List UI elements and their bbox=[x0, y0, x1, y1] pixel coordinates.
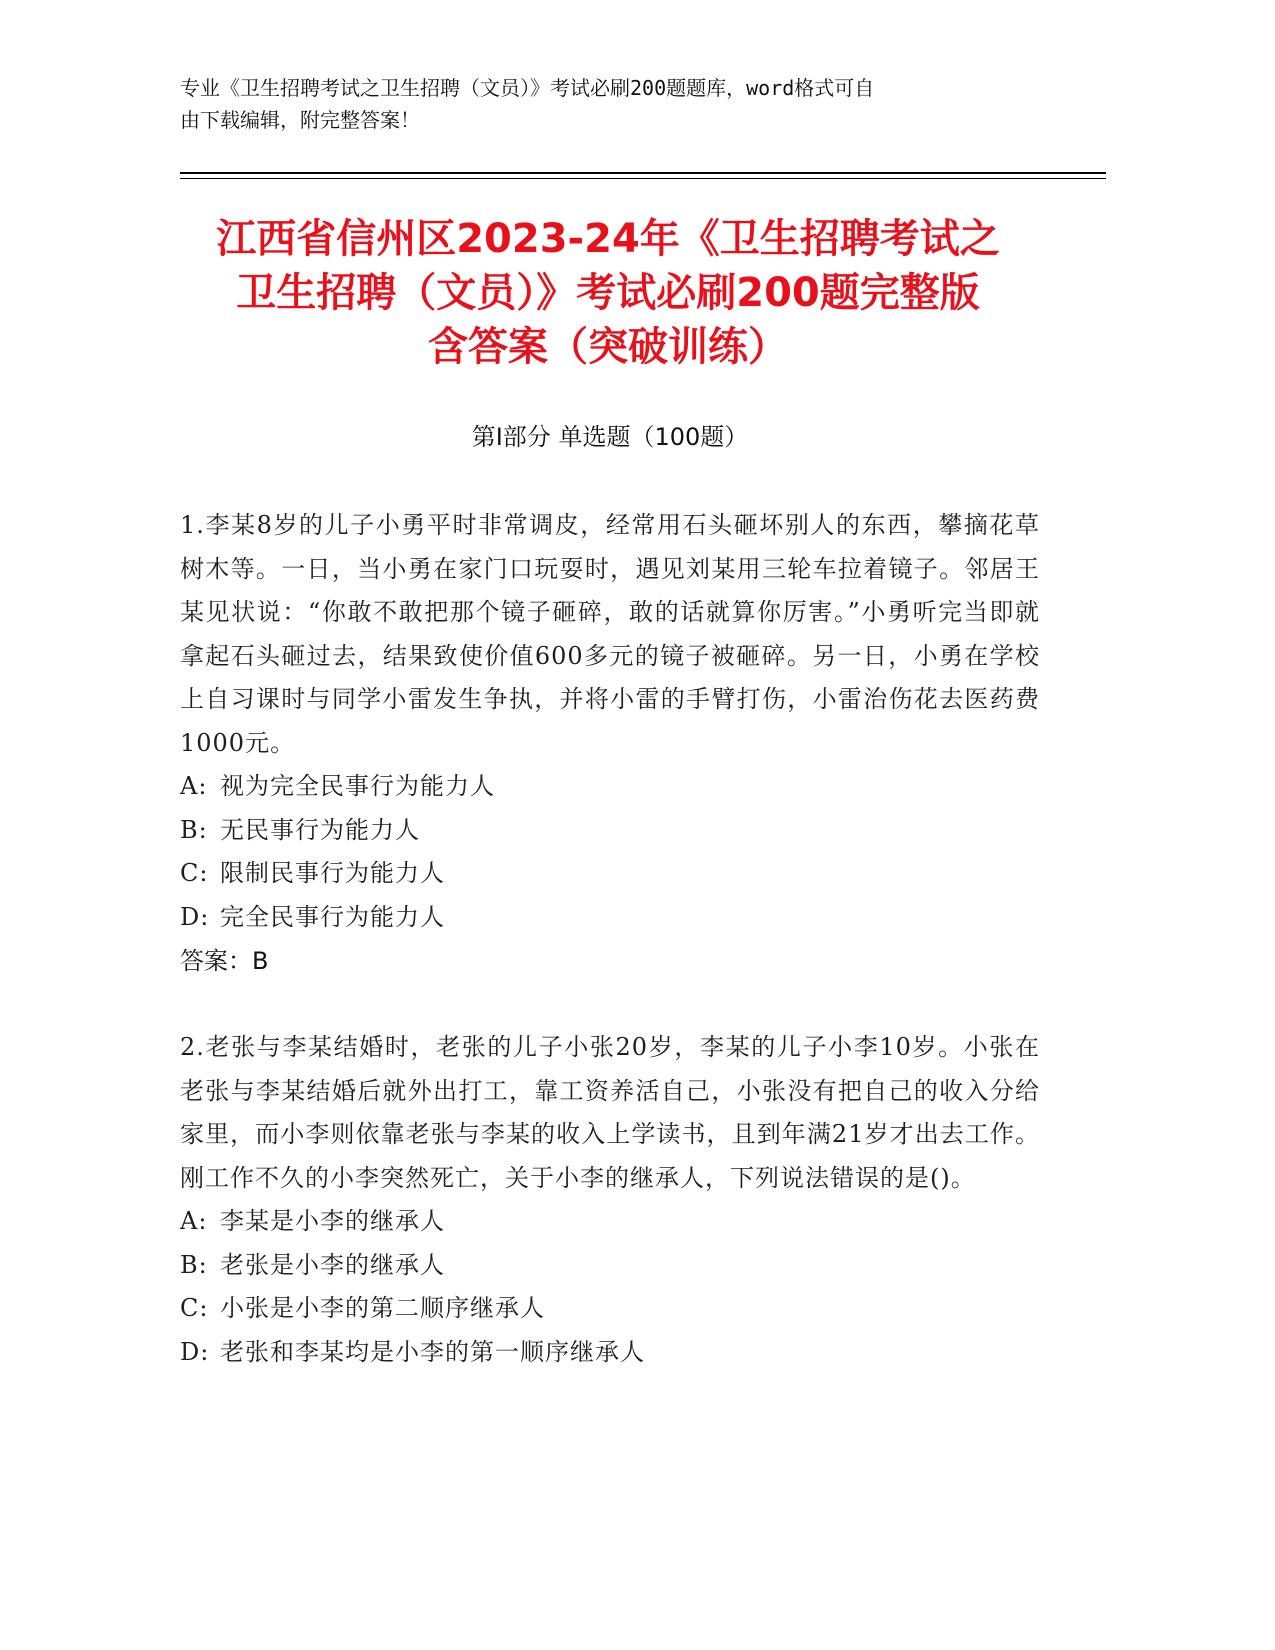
option-a bbox=[180, 1200, 1040, 1244]
header-divider-thick bbox=[180, 172, 1106, 174]
option-letter: D: bbox=[180, 1337, 210, 1366]
answer-key: 答案：B bbox=[180, 947, 269, 975]
option-text: 小张是小李的第二顺序继承人 bbox=[220, 1294, 545, 1322]
option-text: 限制民事行为能力人 bbox=[220, 859, 445, 887]
option-c bbox=[180, 852, 1040, 896]
option-text: 李某是小李的继承人 bbox=[220, 1207, 445, 1235]
document-title-line-3: 含答案（突破训练） bbox=[428, 324, 788, 370]
question-stem: 1.李某8岁的儿子小勇平时非常调皮，经常用石头砸坏别人的东西，攀摘花草树木等。一日，当小勇在家门口玩耍时，遇见刘某用三轮车拉着镜子。邻居王某见状说：“你敢不敢把那个镜子砸碎，敢的话就算你厉害。”小勇听完当即就拿起石头砸过去，结果致使价值600多元的镜子被砸碎。另一日，小勇在学校上自习课时与同学小雷发生争执，并将小雷的手臂打伤，小雷治伤花去医药费1000元。 bbox=[180, 511, 1040, 757]
section-heading: 第Ⅰ部分 单选题（100题） bbox=[471, 423, 749, 451]
document-title-line-2: 卫生招聘（文员）》考试必刷200题完整版 bbox=[236, 270, 980, 316]
document-title-line-1: 江西省信州区2023-24年《卫生招聘考试之 bbox=[216, 216, 1000, 262]
question-stem: 2.老张与李某结婚时，老张的儿子小张20岁，李某的儿子小李10岁。小张在老张与李某结婚后就外出打工，靠工资养活自己，小张没有把自己的收入分给家里，而小李则依靠老张与李某的收入上学读书，且到年满21岁才出去工作。刚工作不久的小李突然死亡，关于小李的继承人，下列说法错误的是()。 bbox=[180, 1033, 1040, 1192]
option-text: 无民事行为能力人 bbox=[220, 815, 420, 844]
option-letter: B: bbox=[180, 1250, 208, 1279]
option-text: 视为完全民事行为能力人 bbox=[220, 772, 495, 800]
option-letter: B: bbox=[180, 815, 208, 844]
document-title bbox=[150, 212, 1066, 374]
option-b bbox=[180, 1244, 1040, 1288]
header-divider-thin bbox=[180, 178, 1106, 179]
option-letter: A: bbox=[180, 772, 208, 800]
option-letter: A: bbox=[180, 1207, 208, 1235]
question-2 bbox=[180, 1026, 1040, 1374]
option-d bbox=[180, 896, 1040, 940]
option-letter: D: bbox=[180, 902, 210, 931]
header-note bbox=[180, 72, 1050, 136]
option-letter: C: bbox=[180, 859, 209, 887]
option-b bbox=[180, 809, 1040, 853]
option-text: 完全民事行为能力人 bbox=[220, 902, 445, 931]
option-letter: C: bbox=[180, 1294, 209, 1322]
option-d bbox=[180, 1331, 1040, 1375]
option-a bbox=[180, 765, 1040, 809]
option-c bbox=[180, 1287, 1040, 1331]
header-note-line-1: 专业《卫生招聘考试之卫生招聘（文员）》考试必刷200题题库，word格式可自 bbox=[180, 76, 875, 100]
option-text: 老张和李某均是小李的第一顺序继承人 bbox=[220, 1337, 645, 1366]
option-text: 老张是小李的继承人 bbox=[220, 1250, 445, 1279]
header-note-line-2: 由下载编辑，附完整答案！ bbox=[180, 108, 420, 132]
question-1 bbox=[180, 504, 1040, 983]
